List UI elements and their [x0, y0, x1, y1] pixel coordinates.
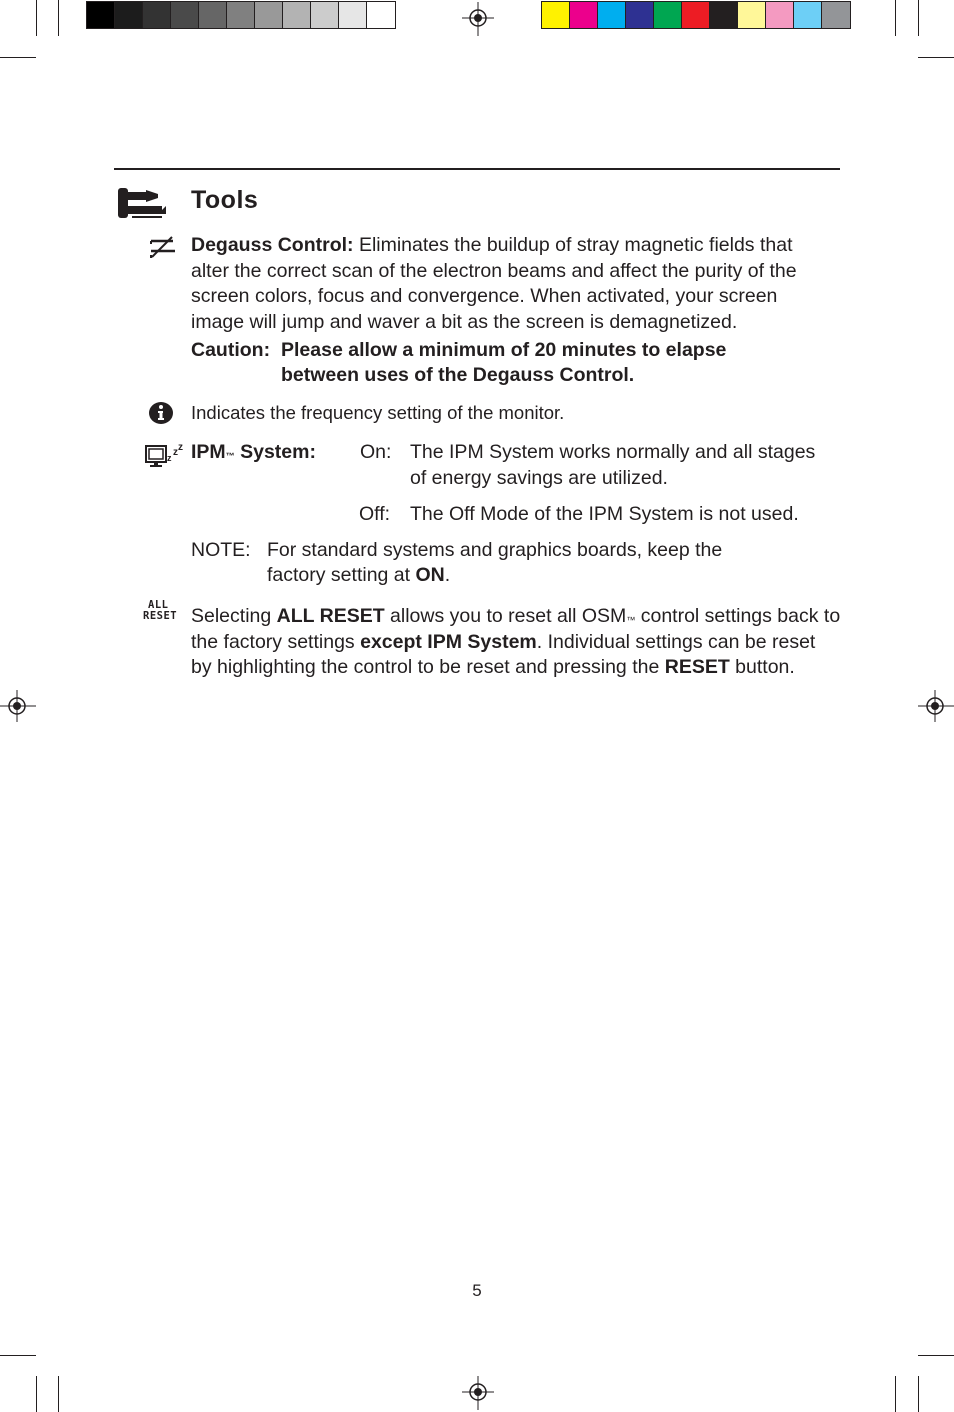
info-icon — [148, 401, 174, 425]
grayscale-bar — [86, 1, 396, 29]
ipm-on-line-1: The IPM System works normally and all stages — [410, 441, 816, 463]
note-line-2: factory setting at ON. — [267, 564, 451, 586]
registration-mark-icon — [460, 2, 496, 38]
grayscale-swatch — [143, 2, 171, 28]
ipm-label: IPM™ System: — [191, 441, 316, 463]
page-number: 5 — [472, 1281, 482, 1300]
crop-mark — [36, 1376, 37, 1412]
crop-mark — [895, 1376, 896, 1412]
all-reset-line-1: Selecting ALL RESET allows you to reset all OSM™ control settings back to — [191, 605, 841, 627]
svg-text:z: z — [178, 442, 183, 453]
tools-wrench-icon — [116, 186, 168, 220]
grayscale-swatch — [339, 2, 367, 28]
color-swatch — [682, 2, 710, 28]
crop-mark — [918, 1376, 919, 1412]
info-text: Indicates the frequency setting of the monitor. — [191, 402, 565, 423]
ipm-on-label: On: — [360, 441, 392, 463]
grayscale-swatch — [115, 2, 143, 28]
degauss-label: Degauss Control: — [191, 234, 354, 256]
registration-mark-icon — [916, 688, 954, 724]
crop-mark — [918, 57, 954, 58]
all-reset-line-3: by highlighting the control to be reset and pressing the RESET button. — [191, 656, 795, 678]
degauss-line-4: image will jump and waver a bit as the screen is demagnetized. — [191, 311, 738, 333]
crop-mark — [918, 0, 919, 36]
color-swatch — [598, 2, 626, 28]
degauss-line-3: screen colors, focus and convergence. When activated, your screen — [191, 285, 778, 307]
degauss-icon — [148, 235, 178, 259]
svg-text:z: z — [173, 447, 178, 458]
crop-mark — [0, 1355, 36, 1356]
section-title: Tools — [191, 186, 259, 214]
color-swatch — [738, 2, 766, 28]
grayscale-swatch — [367, 2, 395, 28]
grayscale-swatch — [283, 2, 311, 28]
color-swatch — [570, 2, 598, 28]
grayscale-swatch — [255, 2, 283, 28]
grayscale-swatch — [199, 2, 227, 28]
caution-label: Caution: — [191, 339, 271, 361]
color-swatch — [794, 2, 822, 28]
crop-mark — [58, 1376, 59, 1412]
note-line-1: For standard systems and graphics boards, keep the — [267, 539, 723, 561]
caution-line-2: between uses of the Degauss Control. — [281, 364, 635, 386]
section-rule — [114, 168, 840, 170]
monitor-sleep-icon — [144, 441, 186, 471]
ipm-off-text: The Off Mode of the IPM System is not used. — [410, 503, 799, 525]
color-swatch — [654, 2, 682, 28]
color-swatch — [542, 2, 570, 28]
grayscale-swatch — [87, 2, 115, 28]
ipm-on-line-2: of energy savings are utilized. — [410, 467, 668, 489]
color-swatch — [710, 2, 738, 28]
crop-mark — [0, 57, 36, 58]
crop-mark — [58, 0, 59, 36]
crop-mark — [918, 1355, 954, 1356]
crop-mark — [36, 0, 37, 36]
grayscale-swatch — [311, 2, 339, 28]
degauss-line-1: Degauss Control: Eliminates the buildup of stray magnetic fields that — [191, 234, 793, 256]
crop-mark — [895, 0, 896, 36]
color-swatch — [626, 2, 654, 28]
svg-text:z: z — [167, 453, 172, 463]
registration-mark-icon — [460, 1374, 496, 1410]
color-swatch — [766, 2, 794, 28]
caution-line-1: Please allow a minimum of 20 minutes to elapse — [281, 339, 727, 361]
grayscale-swatch — [171, 2, 199, 28]
all-reset-icon: ALL RESET — [143, 599, 178, 622]
degauss-line-2: alter the correct scan of the electron beams and affect the purity of the — [191, 260, 797, 282]
registration-mark-icon — [0, 688, 38, 724]
all-reset-line-2: the factory settings except IPM System. Individual settings can be reset — [191, 631, 816, 653]
grayscale-swatch — [227, 2, 255, 28]
note-label: NOTE: — [191, 539, 251, 561]
ipm-off-label: Off: — [359, 503, 391, 525]
color-swatch — [822, 2, 850, 28]
color-bar — [541, 1, 851, 29]
